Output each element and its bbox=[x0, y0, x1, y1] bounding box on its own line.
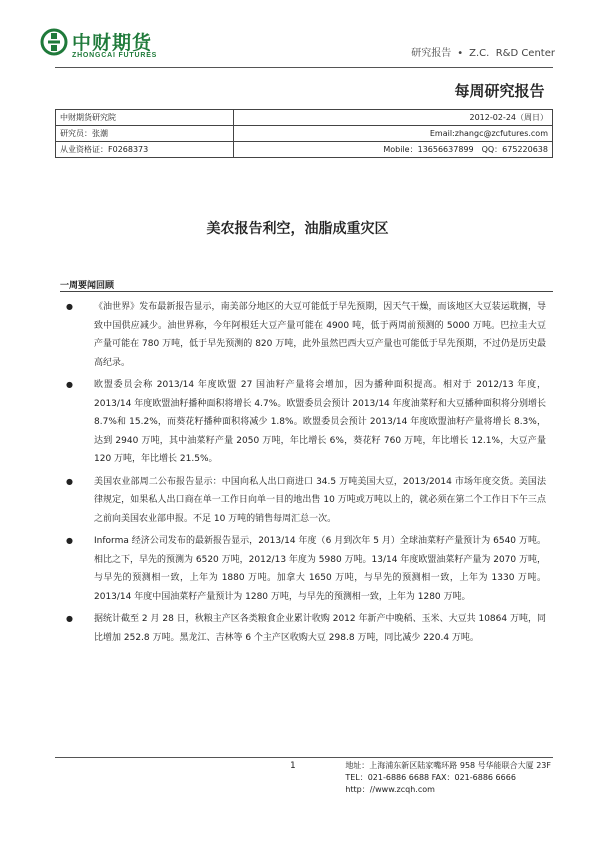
list-item bbox=[60, 610, 546, 647]
list-item bbox=[60, 376, 546, 469]
bullet-icon: ● bbox=[66, 614, 73, 623]
news-text: 据统计截至 2 月 28 日，秋粮主产区各类粮食企业累计收购 2012 年新产中晚稻、玉米、大豆共 10864 万吨，同比增加 252.8 万吨。黑龙江、吉林等 6 个主产区收购大豆 298.8 万吨，同比减少 220.4 万吨。 bbox=[94, 614, 546, 643]
footer-divider bbox=[55, 757, 553, 758]
header-label-center: R&D Center bbox=[495, 48, 555, 59]
footer-address: 地址：上海浦东新区陆家嘴环路 958 号华能联合大厦 23F bbox=[345, 761, 551, 770]
list-item bbox=[60, 532, 546, 606]
list-item bbox=[60, 473, 546, 529]
header-separator: • bbox=[457, 48, 464, 59]
news-text: 《油世界》发布最新报告显示，南美部分地区的大豆可能低于早先预期，因天气干燥，而该地区大豆装运耽搁，导致中国供应减少。油世界称，今年阿根廷大豆产量可能在 4900 吨，低于两周前预测的 5000 万吨。巴拉圭大豆产量可能在 780 万吨，低于早先预测的 820 万吨，此外虽然巴西大豆产量也可能低于早先预期，不过仍是历史最高纪录。 bbox=[94, 302, 546, 368]
bullet-icon: ● bbox=[66, 302, 73, 311]
company-logo bbox=[40, 26, 190, 66]
news-text: 欧盟委员会称 2013/14 年度欧盟 27 国油籽产量将会增加，因为播种面积提高。相对于 2012/13 年度，2013/14 年度欧盟油籽播种面积将增长 4.7%。欧盟委员会预计 2013/14 年度油菜籽和大豆播种面积将分别增长 8.7%和 15.2%，而葵花籽播种面积将减少 1.8%。欧盟委员会预计 2013/14 年度欧盟油籽产量将增长 8.3%，达到 2940 万吨，其中油菜籽产量 2050 万吨，年比增长 6%，葵花籽 760 万吨，年比增长 12.1%，大豆产量 120 万吨，年比增长 21.5%。 bbox=[94, 380, 546, 464]
email: Email:zhangc@zcfutures.com bbox=[234, 126, 553, 142]
section-divider bbox=[60, 291, 553, 292]
footer-contact bbox=[345, 760, 551, 796]
contact-phone: Mobile：13656637899 QQ：675220638 bbox=[234, 142, 553, 158]
license: 从业资格证：F0268373 bbox=[56, 142, 234, 158]
institute: 中财期货研究院 bbox=[56, 110, 234, 126]
header-label-cn: 研究报告 bbox=[411, 48, 452, 59]
news-text: 美国农业部周二公布报告显示：中国向私人出口商进口 34.5 万吨美国大豆，2013/2014 市场年度交货。美国法律规定，如果私人出口商在单一工作日向单一目的地出售 10 万吨或万吨以上的，就必须在第二个工作日下午三点之前向美国农业部申报。不足 10 万吨的销售每周汇总一次。 bbox=[94, 476, 546, 524]
brand-name-en: ZHONGCAI FUTURES bbox=[72, 52, 158, 59]
section-heading: 一周要闻回顾 bbox=[60, 281, 115, 291]
report-type: 每周研究报告 bbox=[56, 72, 553, 110]
footer-web[interactable]: http：//www.zcqh.com bbox=[345, 785, 435, 794]
report-info-table bbox=[55, 72, 553, 158]
bullet-icon: ● bbox=[66, 476, 73, 486]
news-list bbox=[60, 298, 546, 651]
brand-name-cn: 中财期货 bbox=[72, 32, 153, 54]
page-number: 1 bbox=[290, 761, 296, 771]
bullet-icon: ● bbox=[66, 380, 73, 389]
list-item bbox=[60, 298, 546, 372]
report-date: 2012-02-24（周日） bbox=[234, 110, 553, 126]
header-divider bbox=[55, 67, 553, 68]
logo-icon bbox=[40, 28, 68, 56]
researcher: 研究员：张潮 bbox=[56, 126, 234, 142]
report-title: 美农报告利空，油脂成重灾区 bbox=[206, 221, 389, 237]
header-label bbox=[411, 44, 555, 59]
footer-tel: TEL：021-6886 6688 FAX：021-6886 6666 bbox=[345, 773, 516, 782]
news-text: Informa 经济公司发布的最新报告显示，2013/14 年度（6 月到次年 5 月）全球油菜籽产量预计为 6540 万吨。相比之下，早先的预测为 6520 万吨，2012/13 年度为 5980 万吨。13/14 年度欧盟油菜籽产量为 2070 万吨，与早先的预测相一致，上年为 1880 万吨。加拿大 1650 万吨，与早先的预测相一致，上年为 1330 万吨。2013/14 年度中国油菜籽产量预计为 1280 万吨，与早先的预测相一致，上年为 1280 万吨。 bbox=[94, 536, 546, 602]
header-label-zc: Z.C. bbox=[469, 48, 490, 59]
bullet-icon: ● bbox=[66, 536, 73, 545]
